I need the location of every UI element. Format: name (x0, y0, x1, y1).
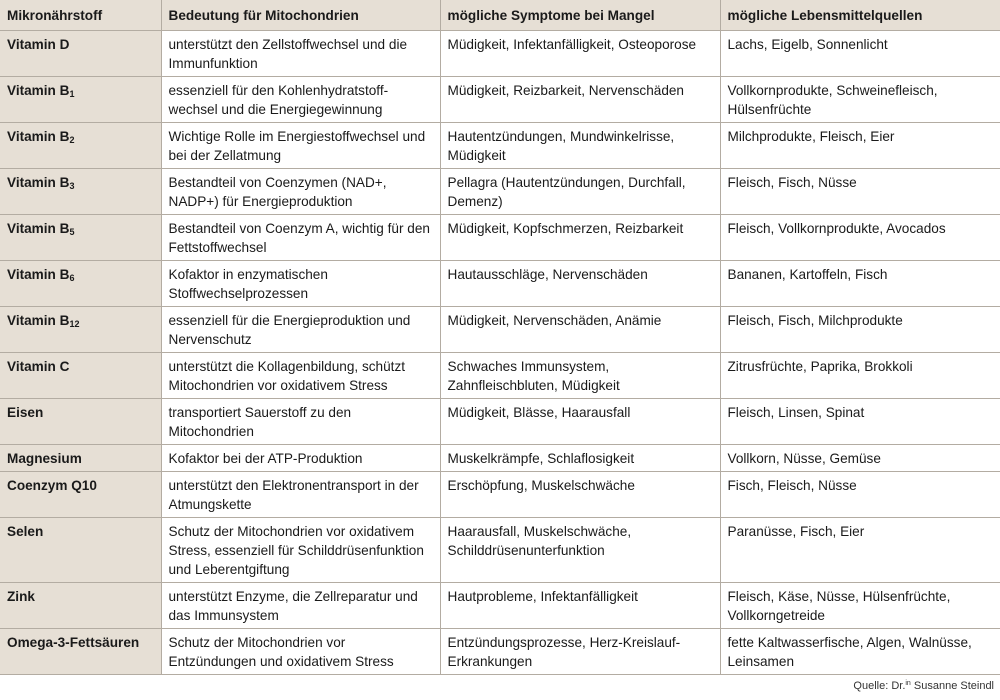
table-row (0, 518, 1000, 583)
role-cell: Bestandteil von Coenzymen (NAD+, NADP+) für Energieproduktion (161, 169, 440, 215)
column-header-nutrient: Mikronährstoff (0, 0, 161, 31)
nutrient-name-cell (0, 31, 161, 77)
sources-cell: Fleisch, Käse, Nüsse, Hülsenfrüchte, Vollkorngetreide (720, 583, 1000, 629)
nutrient-subscript: 12 (69, 319, 80, 329)
source-credit (853, 680, 994, 692)
table-header-row (0, 0, 1000, 31)
nutrient-name: Zink (7, 589, 35, 604)
symptoms-cell: Hautprobleme, Infektanfälligkeit (440, 583, 720, 629)
table-row (0, 307, 1000, 353)
role-cell: Schutz der Mitochondrien vor oxidativem Stress, essenziell für Schilddrüsenfunktion und Leberentgiftung (161, 518, 440, 583)
table-row (0, 215, 1000, 261)
nutrient-name-cell (0, 629, 161, 675)
symptoms-cell: Muskelkrämpfe, Schlaflosigkeit (440, 445, 720, 472)
symptoms-cell: Erschöpfung, Muskelschwäche (440, 472, 720, 518)
nutrient-subscript: 1 (69, 89, 75, 99)
nutrient-name-cell (0, 77, 161, 123)
nutrient-name: Vitamin B (7, 129, 70, 144)
column-header-food-sources: mögliche Lebensmittelquellen (720, 0, 1000, 31)
table-row (0, 472, 1000, 518)
nutrient-name: Vitamin B (7, 175, 70, 190)
nutrient-subscript: 5 (69, 227, 75, 237)
table-row (0, 353, 1000, 399)
nutrient-name: Magnesium (7, 451, 82, 466)
role-cell: transportiert Sauerstoff zu den Mitochondrien (161, 399, 440, 445)
nutrient-name: Omega-3-Fettsäuren (7, 635, 140, 650)
nutrient-subscript: 6 (69, 273, 75, 283)
nutrient-name-cell (0, 215, 161, 261)
column-header-mitochondria-role: Bedeutung für Mitochondrien (161, 0, 440, 31)
sources-cell: fette Kaltwasserfische, Algen, Walnüsse, Leinsamen (720, 629, 1000, 675)
nutrient-name-cell (0, 353, 161, 399)
sources-cell: Fisch, Fleisch, Nüsse (720, 472, 1000, 518)
column-header-deficiency-symptoms: mögliche Symptome bei Mangel (440, 0, 720, 31)
nutrient-name: Vitamin B (7, 221, 70, 236)
nutrient-subscript: 3 (69, 181, 75, 191)
sources-cell: Vollkornprodukte, Schweinefleisch, Hülsenfrüchte (720, 77, 1000, 123)
nutrient-name-cell (0, 583, 161, 629)
symptoms-cell: Entzündungsprozesse, Herz-Kreislauf-Erkrankungen (440, 629, 720, 675)
role-cell: essenziell für den Kohlenhydratstoffwechsel und die Energiegewinnung (161, 77, 440, 123)
symptoms-cell: Haarausfall, Muskelschwäche, Schilddrüsenunterfunktion (440, 518, 720, 583)
table-row (0, 399, 1000, 445)
symptoms-cell: Müdigkeit, Kopfschmerzen, Reizbarkeit (440, 215, 720, 261)
table-row (0, 77, 1000, 123)
symptoms-cell: Hautentzündungen, Mundwinkelrisse, Müdigkeit (440, 123, 720, 169)
sources-cell: Fleisch, Vollkornprodukte, Avocados (720, 215, 1000, 261)
symptoms-cell: Pellagra (Hautentzündungen, Durchfall, Demenz) (440, 169, 720, 215)
nutrient-name-cell (0, 445, 161, 472)
nutrient-subscript: 2 (69, 135, 75, 145)
nutrient-name: Selen (7, 524, 44, 539)
role-cell: unterstützt Enzyme, die Zellreparatur und das Immunsystem (161, 583, 440, 629)
role-cell: unterstützt die Kollagenbildung, schützt Mitochondrien vor oxidativem Stress (161, 353, 440, 399)
role-cell: Kofaktor in enzymatischen Stoffwechselprozessen (161, 261, 440, 307)
sources-cell: Fleisch, Fisch, Milchprodukte (720, 307, 1000, 353)
nutrient-name: Coenzym Q10 (7, 478, 97, 493)
nutrient-name: Eisen (7, 405, 44, 420)
nutrient-name: Vitamin B (7, 313, 70, 328)
role-cell: unterstützt den Zellstoffwechsel und die Immunfunktion (161, 31, 440, 77)
nutrient-name-cell (0, 518, 161, 583)
symptoms-cell: Schwaches Immunsystem, Zahnfleischbluten, Müdigkeit (440, 353, 720, 399)
sources-cell: Bananen, Kartoffeln, Fisch (720, 261, 1000, 307)
table-row (0, 123, 1000, 169)
nutrient-name-cell (0, 123, 161, 169)
source-prefix: Quelle: Dr. (853, 680, 906, 692)
symptoms-cell: Hautausschläge, Nervenschäden (440, 261, 720, 307)
symptoms-cell: Müdigkeit, Reizbarkeit, Nervenschäden (440, 77, 720, 123)
table-row (0, 583, 1000, 629)
role-cell: unterstützt den Elektronentransport in der Atmungskette (161, 472, 440, 518)
role-cell: Wichtige Rolle im Energiestoffwechsel und bei der Zellatmung (161, 123, 440, 169)
role-cell: Schutz der Mitochondrien vor Entzündungen und oxidativem Stress (161, 629, 440, 675)
symptoms-cell: Müdigkeit, Nervenschäden, Anämie (440, 307, 720, 353)
table-row (0, 445, 1000, 472)
nutrient-name: Vitamin B (7, 83, 70, 98)
table-row (0, 629, 1000, 675)
nutrient-name: Vitamin D (7, 37, 70, 52)
nutrient-name-cell (0, 261, 161, 307)
sources-cell: Fleisch, Linsen, Spinat (720, 399, 1000, 445)
source-title-superscript: in (905, 680, 911, 687)
sources-cell: Lachs, Eigelb, Sonnenlicht (720, 31, 1000, 77)
symptoms-cell: Müdigkeit, Infektanfälligkeit, Osteoporose (440, 31, 720, 77)
sources-cell: Paranüsse, Fisch, Eier (720, 518, 1000, 583)
table-row (0, 261, 1000, 307)
symptoms-cell: Müdigkeit, Blässe, Haarausfall (440, 399, 720, 445)
role-cell: Kofaktor bei der ATP-Produktion (161, 445, 440, 472)
table-row (0, 169, 1000, 215)
table-row (0, 31, 1000, 77)
sources-cell: Vollkorn, Nüsse, Gemüse (720, 445, 1000, 472)
source-author: Susanne Steindl (910, 680, 994, 692)
nutrient-name-cell (0, 399, 161, 445)
sources-cell: Milchprodukte, Fleisch, Eier (720, 123, 1000, 169)
role-cell: Bestandteil von Coenzym A, wichtig für den Fettstoffwechsel (161, 215, 440, 261)
sources-cell: Fleisch, Fisch, Nüsse (720, 169, 1000, 215)
nutrient-name: Vitamin C (7, 359, 70, 374)
nutrient-name-cell (0, 307, 161, 353)
nutrient-name-cell (0, 472, 161, 518)
role-cell: essenziell für die Energieproduktion und Nervenschutz (161, 307, 440, 353)
nutrient-name: Vitamin B (7, 267, 70, 282)
sources-cell: Zitrusfrüchte, Paprika, Brokkoli (720, 353, 1000, 399)
nutrient-name-cell (0, 169, 161, 215)
